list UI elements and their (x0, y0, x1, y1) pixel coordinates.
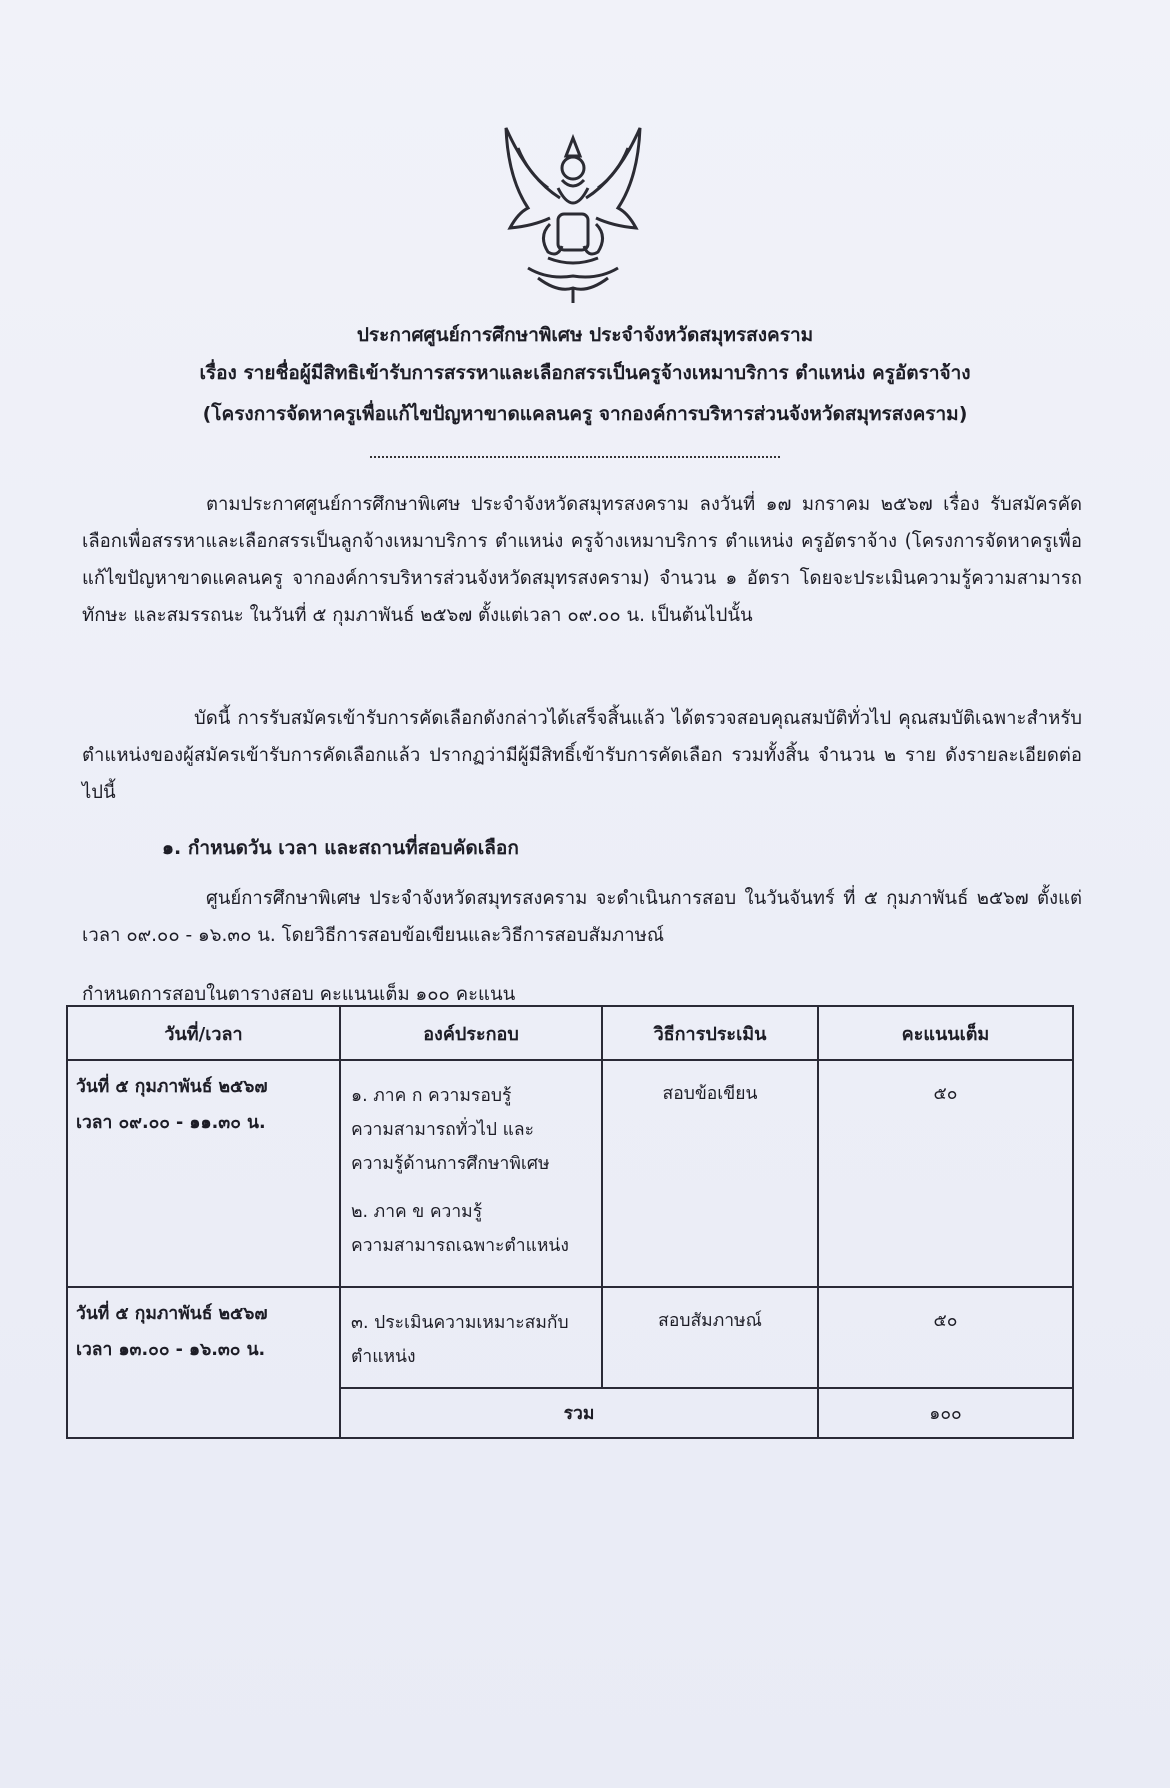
total-label: รวม (340, 1388, 818, 1438)
method-cell: สอบข้อเขียน (602, 1060, 818, 1287)
exam-date: วันที่ ๕ กุมภาพันธ์ ๒๕๖๗ (76, 1077, 268, 1097)
dotted-divider (370, 456, 780, 458)
table-caption: กำหนดการสอบในตารางสอบ คะแนนเต็ม ๑๐๐ คะแนน (82, 984, 516, 1005)
component-line: ความสามารถทั่วไป และ (351, 1120, 534, 1140)
body-paragraph-3: ศูนย์การศึกษาพิเศษ ประจำจังหวัดสมุทรสงคราม จะดำเนินการสอบ ในวันจันทร์ ที่ ๕ กุมภาพันธ์ ๒๕๖๗ ตั้งแต่เวลา ๐๙.๐๐ - ๑๖.๓๐ น. โดยวิธีการสอบข้อเขียนและวิธีการสอบสัมภาษณ์ (82, 888, 1082, 946)
header-method: วิธีการประเมิน (602, 1006, 818, 1060)
component-line: ตำแหน่ง (351, 1347, 416, 1368)
component-line: ๓. ประเมินความเหมาะสมกับ (351, 1313, 569, 1334)
datetime-cell (67, 1060, 340, 1287)
component-line: ความรู้ด้านการศึกษาพิเศษ (351, 1154, 550, 1174)
datetime-cell (67, 1287, 340, 1438)
exam-schedule-table (66, 1005, 1074, 1439)
exam-date: วันที่ ๕ กุมภาพันธ์ ๒๕๖๗ (76, 1304, 268, 1325)
component-cell (340, 1287, 602, 1388)
table-header-row (67, 1006, 1073, 1060)
score-cell: ๕๐ (818, 1287, 1073, 1388)
garuda-emblem-icon (488, 118, 658, 308)
table-row (67, 1060, 1073, 1287)
component-line: ความสามารถเฉพาะตำแหน่ง (351, 1236, 569, 1256)
component-item (351, 1079, 591, 1181)
component-cell (340, 1060, 602, 1287)
announcement-title: ประกาศศูนย์การศึกษาพิเศษ ประจำจังหวัดสมุทรสงคราม (356, 324, 814, 346)
header-datetime: วันที่/เวลา (67, 1006, 340, 1060)
component-line: ๑. ภาค ก ความรอบรู้ (351, 1086, 512, 1106)
component-item (351, 1195, 591, 1263)
header-full-score: คะแนนเต็ม (818, 1006, 1073, 1060)
body-paragraph-1: ตามประกาศศูนย์การศึกษาพิเศษ ประจำจังหวัดสมุทรสงคราม ลงวันที่ ๑๗ มกราคม ๒๕๖๗ เรื่อง รับสมัครคัดเลือกเพื่อสรรหาและเลือกสรรเป็นลูกจ้างเหมาบริการ ตำแหน่ง ครูจ้างเหมาบริการ ตำแหน่ง ครูอัตราจ้าง (โครงการจัดหาครูเพื่อแก้ไขปัญหาขาดแคลนครู จากองค์การบริหารส่วนจังหวัดสมุทรสงคราม) จำนวน ๑ อัตรา โดยจะประเมินความรู้ความสามารถ ทักษะ และสมรรถนะ ในวันที่ ๕ กุมภาพันธ์ ๒๕๖๗ ตั้งแต่เวลา ๐๙.๐๐ น. เป็นต้นไปนั้น (82, 494, 1082, 626)
component-item (351, 1306, 591, 1374)
total-score: ๑๐๐ (818, 1388, 1073, 1438)
body-paragraph-2: บัดนี้ การรับสมัครเข้ารับการคัดเลือกดังกล่าวได้เสร็จสิ้นแล้ว ได้ตรวจสอบคุณสมบัติทั่วไป คุณสมบัติเฉพาะสำหรับตำแหน่งของผู้สมัครเข้ารับการคัดเลือกแล้ว ปรากฏว่ามีผู้มีสิทธิ์เข้ารับการคัดเลือก รวมทั้งสิ้น จำนวน ๒ ราย ดังรายละเอียดต่อไปนี้ (82, 708, 1082, 803)
announcement-subject: เรื่อง รายชื่อผู้มีสิทธิเข้ารับการสรรหาและเลือกสรรเป็นครูจ้างเหมาบริการ ตำแหน่ง ครูอัตราจ้าง (199, 362, 971, 384)
component-line: ๒. ภาค ข ความรู้ (351, 1202, 483, 1222)
exam-time: เวลา ๑๓.๐๐ - ๑๖.๓๐ น. (76, 1340, 266, 1361)
announcement-project: (โครงการจัดหาครูเพื่อแก้ไขปัญหาขาดแคลนครู จากองค์การบริหารส่วนจังหวัดสมุทรสงคราม) (202, 403, 968, 425)
method-cell: สอบสัมภาษณ์ (602, 1287, 818, 1388)
section-1-heading: ๑. กำหนดวัน เวลา และสถานที่สอบคัดเลือก (162, 837, 519, 859)
score-cell: ๕๐ (818, 1060, 1073, 1287)
header-component: องค์ประกอบ (340, 1006, 602, 1060)
exam-time: เวลา ๐๙.๐๐ - ๑๑.๓๐ น. (76, 1113, 266, 1133)
table-row (67, 1287, 1073, 1388)
